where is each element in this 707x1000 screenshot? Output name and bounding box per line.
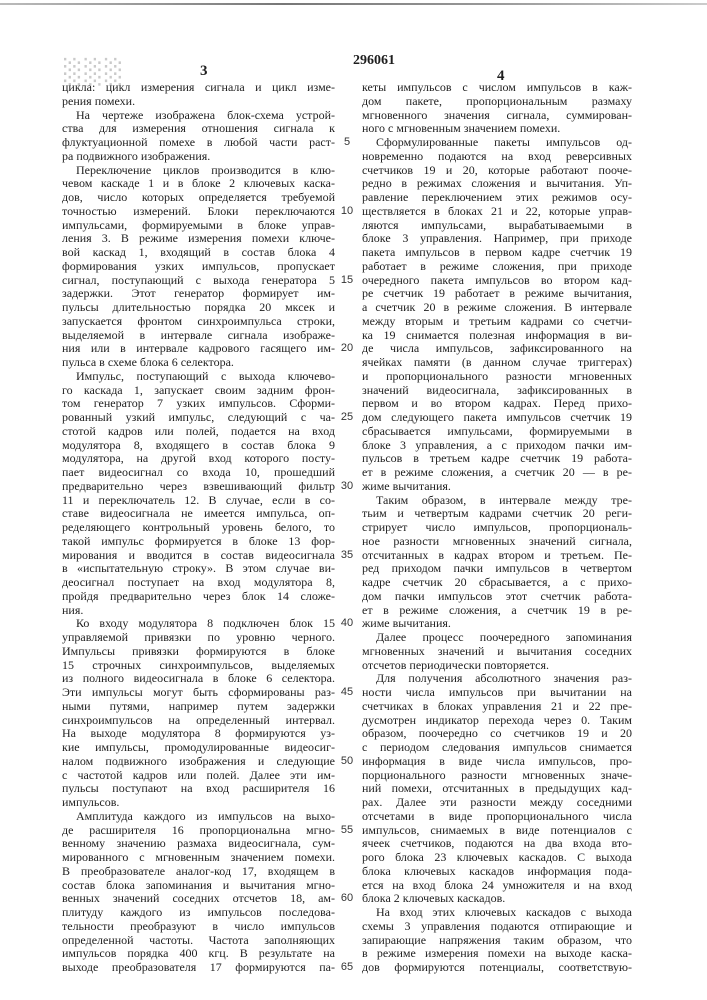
- text-line: импульсов.: [62, 796, 335, 810]
- text-line: Импульс, поступающий с выхода ключево-: [62, 370, 335, 384]
- text-line: ний помехи, отсчитанных в предыдущих кад-: [362, 782, 632, 796]
- text-line: ет в режиме сложения, а счетчик 19 в ре-: [362, 604, 632, 618]
- text-line: с периодом следования импульсов снимается: [362, 741, 632, 755]
- text-line: ет в режиме сложения, а счетчик 20 — в ре-: [362, 466, 632, 480]
- text-line: в режиме измерения помехи на выходе каска-: [362, 947, 632, 961]
- text-line: синхроимпульсов на определенный интервал.: [62, 714, 335, 728]
- faded-stamp: ░░░: [64, 58, 125, 86]
- text-line: ления 3. В режиме измерения помехи ключе-: [62, 232, 335, 246]
- line-number: 20: [338, 342, 356, 356]
- text-line: ществляется в блоках 21 и 22, которые управ-: [362, 205, 632, 219]
- text-line: предварительно через взвешивающий фильтр: [62, 480, 335, 494]
- text-line: венному значению размаха видеосигнала, сум-: [62, 837, 335, 851]
- text-line: блока 2 ключевых каскадов.: [362, 892, 632, 906]
- text-line: работает в режиме сложения, при приходе: [362, 260, 632, 274]
- text-line: пульсов в третьем кадре счетчик 19 работа-: [362, 452, 632, 466]
- text-line: На выходе модулятора 8 формируются уз-: [62, 727, 335, 741]
- text-line: мгновенных значений и вычитания соседних: [362, 645, 632, 659]
- line-number: 40: [338, 617, 356, 631]
- text-line: блока ключевых каскадов информация пода-: [362, 865, 632, 879]
- text-line: в «испытательную строку». В этом случае ви-: [62, 562, 335, 576]
- right-text-column: [362, 81, 632, 975]
- text-line: мированного с мгновенным значением помехи.: [62, 851, 335, 865]
- text-line: жиме вычитания.: [362, 617, 632, 631]
- text-line: а счетчик 20 в режиме сложения. В интервале: [362, 301, 632, 315]
- text-line: ляются импульсами, вырабатываемыми в: [362, 219, 632, 233]
- text-line: счетчиках в блоках управления 21 и 22 пре-: [362, 700, 632, 714]
- text-line: очередного пакета импульсов во втором кад-: [362, 274, 632, 288]
- text-line: де числа импульсов, зафиксированного на: [362, 342, 632, 356]
- text-line: ется на вход блока 24 умножителя и на вход: [362, 879, 632, 893]
- text-line: ства для измерения отношения сигнала к: [62, 122, 335, 136]
- text-line: мгновенного значения сигнала, суммирован-: [362, 109, 632, 123]
- text-line: ния или в интервале кадрового гасящего им-: [62, 342, 335, 356]
- text-line: На вход этих ключевых каскадов с выхода: [362, 906, 632, 920]
- text-line: выделяемой в интервале сигнала изображе-: [62, 329, 335, 343]
- text-line: запирающие напряжения таким образом, что: [362, 934, 632, 948]
- text-line: 15 строчных синхроимпульсов, выделяемых: [62, 659, 335, 673]
- text-line: дом пачки импульсов этот счетчик работа-: [362, 590, 632, 604]
- text-line: рованный узкий импульс, следующий с ча-: [62, 411, 335, 425]
- text-line: пакета импульсов в первом кадре счетчик 19: [362, 246, 632, 260]
- text-line: деосигнал поступает на вход модулятора 8,: [62, 576, 335, 590]
- text-line: ра подвижного изображения.: [62, 150, 335, 164]
- text-line: ного с мгновенным значением помехи.: [362, 122, 632, 136]
- text-line: дов, число которых определяется требуемой: [62, 191, 335, 205]
- text-line: отсчетами в виде пропорционального числа: [362, 810, 632, 824]
- text-line: На чертеже изображена блок-схема устрой-: [62, 109, 335, 123]
- text-line: ка 19 снимается полезная информация в ви-: [362, 329, 632, 343]
- line-number: 10: [338, 205, 356, 219]
- text-line: дусмотрен индикатор перехода через 0. Таким: [362, 714, 632, 728]
- text-line: с частотой кадров или полей. Далее эти им-: [62, 769, 335, 783]
- text-line: равление переключением этих режимов осу-: [362, 191, 632, 205]
- text-line: кеты импульсов с числом импульсов в каж-: [362, 81, 632, 95]
- text-line: образом, поочередно со счетчиков 19 и 20: [362, 727, 632, 741]
- text-line: сбрасывается импульсами, формируемыми в: [362, 425, 632, 439]
- text-line: отсчитанных в кадрах втором и третьем. Пе-: [362, 549, 632, 563]
- line-number: 65: [338, 961, 356, 975]
- text-line: дом следующего пакета импульсов счетчик 19: [362, 411, 632, 425]
- text-line: рения помехи.: [62, 95, 335, 109]
- text-line: В преобразователе аналог-код 17, входящем в: [62, 865, 335, 879]
- text-line: жиме вычитания.: [362, 480, 632, 494]
- text-line: плитуду каждого из импульсов последова-: [62, 906, 335, 920]
- text-line: Сформулированные пакеты импульсов од-: [362, 136, 632, 150]
- text-line: флуктуационной помехе в любой части раст-: [62, 136, 335, 150]
- line-number: 30: [338, 480, 356, 494]
- text-line: Далее процесс поочередного запоминания: [362, 631, 632, 645]
- text-line: ными путями, например путем задержки: [62, 700, 335, 714]
- text-line: точностью измерений. Блоки переключаются: [62, 205, 335, 219]
- text-line: значений видеосигнала, зафиксированных в: [362, 384, 632, 398]
- left-page-number: 3: [200, 63, 208, 80]
- line-number: 35: [338, 549, 356, 563]
- text-line: редно в режимах сложения и вычитания. Уп-: [362, 177, 632, 191]
- text-line: задержки. Этот генератор формирует им-: [62, 287, 335, 301]
- text-line: го каскада 1, запускает своим задним фрон-: [62, 384, 335, 398]
- text-line: рах. Далее эти разности между соседними: [362, 796, 632, 810]
- text-line: ределяющего контрольный уровень белого, то: [62, 521, 335, 535]
- text-line: Переключение циклов производится в клю-: [62, 164, 335, 178]
- text-line: управляемой привязки по уровню черного.: [62, 631, 335, 645]
- text-line: импульсами, формируемыми в блоке управ-: [62, 219, 335, 233]
- text-line: первом и во втором кадрах. Перед прихо-: [362, 397, 632, 411]
- text-line: модулятора 8, входящего в состав блока 9: [62, 439, 335, 453]
- text-line: импульсов, снимаемых в виде потенциалов с: [362, 824, 632, 838]
- text-line: информация в виде числа импульсов, про-: [362, 755, 632, 769]
- line-number: 25: [338, 411, 356, 425]
- text-line: блоке 3 управления. Например, при приходе: [362, 232, 632, 246]
- line-number: 50: [338, 755, 356, 769]
- text-line: ячейках памяти (в данном случае триггерах): [362, 356, 632, 370]
- text-line: блоке 3 управления, а с приходом пачки им-: [362, 439, 632, 453]
- text-line: сигнал, поступающий с выхода генератора 5: [62, 274, 335, 288]
- text-line: дом пакете, пропорциональным размаху: [362, 95, 632, 109]
- text-line: ре счетчик 19 работает в режиме вычитания,: [362, 287, 632, 301]
- text-line: стотой кадров или полей, подается на вход: [62, 425, 335, 439]
- text-line: выходе преобразователя 17 формируются па-: [62, 961, 335, 975]
- page-top-edge: [0, 3, 707, 5]
- text-line: ное разности мгновенных значений сигнала,: [362, 535, 632, 549]
- text-line: пает видеосигнал со входа 10, прошедший: [62, 466, 335, 480]
- text-line: де расширителя 16 пропорциональна мгно-: [62, 824, 335, 838]
- patent-number: 296061: [353, 53, 395, 69]
- text-line: венных значений соседних отсчетов 18, ам-: [62, 892, 335, 906]
- text-line: цикла: цикл измерения сигнала и цикл изме-: [62, 81, 335, 95]
- text-line: формирования узких импульсов, пропускает: [62, 260, 335, 274]
- line-number: 55: [338, 824, 356, 838]
- line-number: 15: [338, 274, 356, 288]
- text-line: Таким образом, в интервале между тре-: [362, 494, 632, 508]
- text-line: пульсы длительностью порядка 20 мксек и: [62, 301, 335, 315]
- text-line: кие импульсы, промодулированные видеосиг-: [62, 741, 335, 755]
- text-line: ставе видеосигнала не имеется импульса, оп-: [62, 507, 335, 521]
- text-line: новременно подаются на вход реверсивных: [362, 150, 632, 164]
- text-line: порционального разности мгновенных значе-: [362, 769, 632, 783]
- text-line: вой каскад 1, входящий в состав блока 4: [62, 246, 335, 260]
- text-line: модулятора, на другой вход которого посту-: [62, 452, 335, 466]
- text-line: рого блока 23 ключевых каскадов. С выхода: [362, 851, 632, 865]
- line-number: 60: [338, 892, 356, 906]
- text-line: такой импульс формируется в блоке 13 фор-: [62, 535, 335, 549]
- text-line: схемы 3 управления подаются отпирающие и: [362, 920, 632, 934]
- text-line: пройдя предварительно через блок 14 сложе-: [62, 590, 335, 604]
- text-line: между вторым и третьим кадрами со счетчи-: [362, 315, 632, 329]
- text-line: счетчиков 19 и 20, которые работают пооче-: [362, 164, 632, 178]
- text-line: ния.: [62, 604, 335, 618]
- text-line: Амплитуда каждого из импульсов на выхо-: [62, 810, 335, 824]
- text-line: 11 и переключатель 12. В случае, если в со-: [62, 494, 335, 508]
- text-line: тьим и четвертым кадрами счетчик 20 реги-: [362, 507, 632, 521]
- text-line: запускается фронтом синхроимпульса строки,: [62, 315, 335, 329]
- text-line: импульсов порядка 400 кгц. В результате на: [62, 947, 335, 961]
- text-line: ячеек счетчиков, подаются на два входа вто-: [362, 837, 632, 851]
- text-line: ности числа импульсов при вычитании на: [362, 686, 632, 700]
- text-line: Импульсы привязки формируются в блоке: [62, 645, 335, 659]
- text-line: тельности преобразуют в число импульсов: [62, 920, 335, 934]
- left-text-column: [62, 81, 335, 975]
- line-number: 5: [338, 136, 356, 150]
- right-page-number: 4: [497, 68, 505, 85]
- text-line: Ко входу модулятора 8 подключен блок 15: [62, 617, 335, 631]
- text-line: чевом каскаде 1 и в блоке 2 ключевых каска-: [62, 177, 335, 191]
- text-line: Для получения абсолютного значения раз-: [362, 672, 632, 686]
- text-line: пульсы поступают на вход расширителя 16: [62, 782, 335, 796]
- text-line: и пропорционального разности мгновенных: [362, 370, 632, 384]
- line-number: 45: [338, 686, 356, 700]
- text-line: определенной частоты. Частота заполняющих: [62, 934, 335, 948]
- text-line: отсчетов периодически повторяется.: [362, 659, 632, 673]
- text-line: мирования и вводится в состав видеосигнала: [62, 549, 335, 563]
- text-line: из полного видеосигнала в блоке 6 селектора.: [62, 672, 335, 686]
- text-line: кадре счетчик 20 сбрасывается, а с прихо-: [362, 576, 632, 590]
- text-line: Эти импульсы могут быть сформированы раз-: [62, 686, 335, 700]
- text-line: ред приходом пачки импульсов в четвертом: [362, 562, 632, 576]
- text-line: состав блока запоминания и вычитания мгно-: [62, 879, 335, 893]
- text-line: дов формируются потенциалы, соответствую-: [362, 961, 632, 975]
- text-line: стрирует число импульсов, пропорциональ-: [362, 521, 632, 535]
- text-line: пульса в схеме блока 6 селектора.: [62, 356, 335, 370]
- text-line: том генератор 7 узких импульсов. Сформи-: [62, 397, 335, 411]
- text-line: налом подвижного изображения и следующие: [62, 755, 335, 769]
